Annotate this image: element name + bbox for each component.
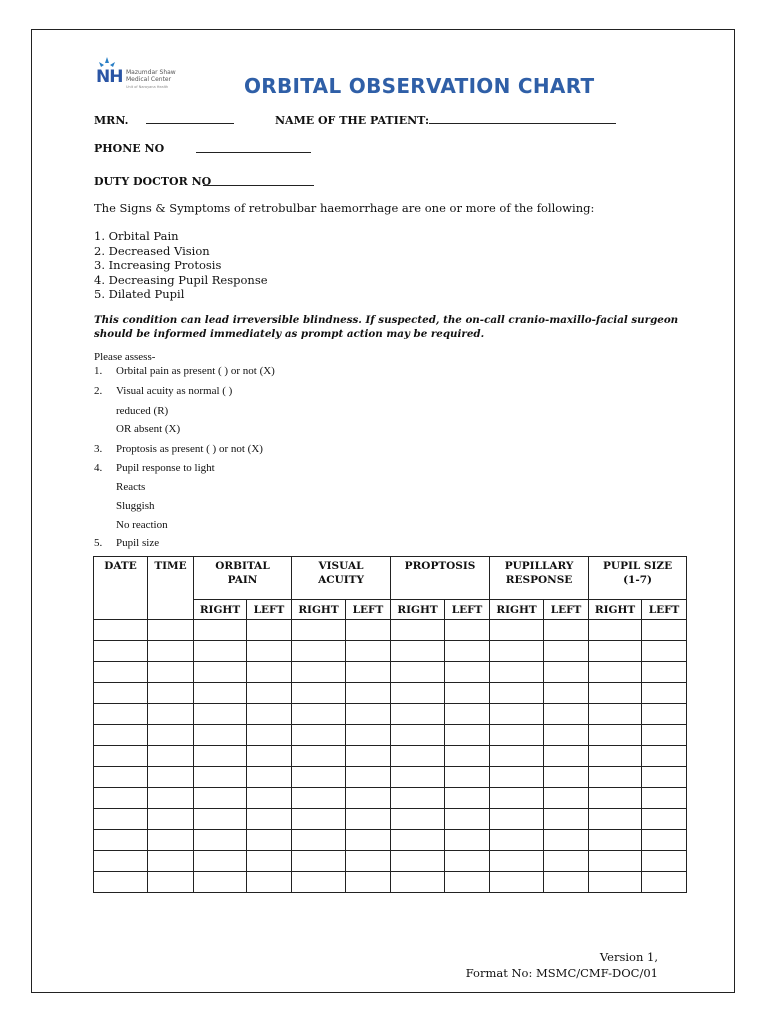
table-cell[interactable]	[445, 851, 490, 872]
patient-name-label: NAME OF THE PATIENT:	[275, 114, 430, 127]
table-cell[interactable]	[292, 725, 346, 746]
table-cell[interactable]	[391, 809, 445, 830]
table-cell[interactable]	[292, 641, 346, 662]
table-cell[interactable]	[589, 725, 642, 746]
table-cell[interactable]	[247, 809, 292, 830]
table-cell[interactable]	[247, 767, 292, 788]
table-cell[interactable]	[642, 683, 687, 704]
assess-heading: Please assess-	[94, 351, 156, 363]
table-cell[interactable]	[194, 767, 247, 788]
table-cell[interactable]	[544, 641, 589, 662]
table-cell[interactable]	[247, 788, 292, 809]
table-row	[94, 746, 687, 767]
table-row	[94, 830, 687, 851]
table-cell[interactable]	[544, 725, 589, 746]
table-cell[interactable]	[490, 788, 544, 809]
table-cell[interactable]	[346, 620, 391, 641]
table-cell[interactable]	[94, 662, 148, 683]
table-cell[interactable]	[292, 704, 346, 725]
format-number: Format No: MSMC/CMF-DOC/01	[465, 966, 658, 980]
patient-name-field[interactable]	[429, 123, 616, 124]
table-cell[interactable]	[194, 662, 247, 683]
table-cell[interactable]	[589, 620, 642, 641]
table-cell[interactable]	[544, 767, 589, 788]
sign-item: 5. Dilated Pupil	[94, 287, 185, 302]
table-cell[interactable]	[391, 620, 445, 641]
sign-item: 3. Increasing Protosis	[94, 258, 222, 273]
table-cell[interactable]	[642, 662, 687, 683]
table-cell[interactable]	[391, 746, 445, 767]
table-cell[interactable]	[642, 788, 687, 809]
table-cell[interactable]	[247, 641, 292, 662]
table-row	[94, 809, 687, 830]
table-cell[interactable]	[391, 662, 445, 683]
table-cell[interactable]	[642, 620, 687, 641]
table-cell[interactable]	[148, 788, 194, 809]
table-cell[interactable]	[391, 830, 445, 851]
table-cell[interactable]	[490, 809, 544, 830]
assess-number: 2.	[94, 385, 103, 397]
table-cell[interactable]	[589, 830, 642, 851]
table-cell[interactable]	[94, 872, 148, 893]
table-cell[interactable]	[490, 872, 544, 893]
table-cell[interactable]	[292, 809, 346, 830]
table-cell[interactable]	[194, 851, 247, 872]
table-cell[interactable]	[544, 830, 589, 851]
table-cell[interactable]	[346, 746, 391, 767]
assess-item: Sluggish	[116, 500, 155, 512]
sign-item: 4. Decreasing Pupil Response	[94, 272, 268, 287]
table-cell[interactable]	[148, 641, 194, 662]
table-cell[interactable]	[544, 620, 589, 641]
table-cell[interactable]	[490, 704, 544, 725]
table-cell[interactable]	[194, 809, 247, 830]
table-cell[interactable]	[247, 746, 292, 767]
table-cell[interactable]	[589, 683, 642, 704]
table-cell[interactable]	[490, 767, 544, 788]
table-cell[interactable]	[391, 872, 445, 893]
left-header: LEFT	[247, 600, 292, 620]
table-cell[interactable]	[247, 872, 292, 893]
table-cell[interactable]	[94, 683, 148, 704]
assess-item: Visual acuity as normal ( )	[116, 385, 233, 397]
table-cell[interactable]	[642, 872, 687, 893]
table-cell[interactable]	[391, 704, 445, 725]
table-cell[interactable]	[94, 788, 148, 809]
table-cell[interactable]	[445, 788, 490, 809]
table-cell[interactable]	[346, 809, 391, 830]
orbital-pain-header: ORBITAL PAIN	[194, 557, 292, 600]
table-cell[interactable]	[490, 830, 544, 851]
table-cell[interactable]	[194, 830, 247, 851]
right-header: RIGHT	[194, 600, 247, 620]
table-cell[interactable]	[292, 851, 346, 872]
sign-item: 2. Decreased Vision	[94, 243, 210, 258]
right-header: RIGHT	[292, 600, 346, 620]
table-cell[interactable]	[148, 620, 194, 641]
assess-number: 5.	[94, 537, 103, 549]
table-cell[interactable]	[445, 872, 490, 893]
table-cell[interactable]	[292, 830, 346, 851]
assess-number: 4.	[94, 462, 103, 474]
table-cell[interactable]	[346, 683, 391, 704]
right-header: RIGHT	[589, 600, 642, 620]
phone-field[interactable]	[196, 152, 311, 153]
table-cell[interactable]	[445, 830, 490, 851]
table-cell[interactable]	[445, 767, 490, 788]
phone-label: PHONE NO	[94, 142, 165, 155]
table-cell[interactable]	[589, 662, 642, 683]
table-cell[interactable]	[445, 620, 490, 641]
table-cell[interactable]	[194, 704, 247, 725]
table-cell[interactable]	[589, 746, 642, 767]
table-row	[94, 704, 687, 725]
table-cell[interactable]	[94, 704, 148, 725]
table-cell[interactable]	[445, 725, 490, 746]
table-cell[interactable]	[292, 788, 346, 809]
table-cell[interactable]	[292, 620, 346, 641]
table-cell[interactable]	[94, 767, 148, 788]
table-cell[interactable]	[94, 809, 148, 830]
table-cell[interactable]	[490, 746, 544, 767]
table-cell[interactable]	[490, 725, 544, 746]
table-cell[interactable]	[194, 788, 247, 809]
table-cell[interactable]	[445, 662, 490, 683]
table-cell[interactable]	[346, 851, 391, 872]
logo-initials: NH	[96, 67, 123, 87]
table-cell[interactable]	[148, 683, 194, 704]
duty-doctor-label: DUTY DOCTOR NO	[94, 175, 212, 188]
table-cell[interactable]	[247, 662, 292, 683]
table-cell[interactable]	[589, 809, 642, 830]
assess-number: 1.	[94, 365, 103, 377]
table-cell[interactable]	[148, 704, 194, 725]
table-cell[interactable]	[445, 683, 490, 704]
table-cell[interactable]	[346, 788, 391, 809]
table-cell[interactable]	[445, 746, 490, 767]
table-cell[interactable]	[346, 641, 391, 662]
assess-item: OR absent (X)	[116, 423, 181, 435]
table-cell[interactable]	[346, 872, 391, 893]
table-cell[interactable]	[94, 851, 148, 872]
table-cell[interactable]	[148, 851, 194, 872]
table-cell[interactable]	[148, 746, 194, 767]
table-cell[interactable]	[490, 851, 544, 872]
table-cell[interactable]	[292, 683, 346, 704]
table-cell[interactable]	[247, 725, 292, 746]
table-cell[interactable]	[490, 620, 544, 641]
table-cell[interactable]	[642, 725, 687, 746]
table-row	[94, 872, 687, 893]
table-cell[interactable]	[194, 746, 247, 767]
proptosis-header: PROPTOSIS	[391, 557, 490, 600]
table-cell[interactable]	[292, 662, 346, 683]
logo	[94, 55, 184, 95]
duty-doctor-field[interactable]	[203, 185, 314, 186]
assess-item: Orbital pain as present ( ) or not (X)	[116, 365, 275, 377]
table-cell[interactable]	[148, 767, 194, 788]
table-cell[interactable]	[247, 683, 292, 704]
warning-text: This condition can lead irreversible blindness. If suspected, the on-call cranio-maxillo-facial surgeon should be informed immediately as prompt action may be required.	[94, 314, 679, 340]
version-text: Version 1,	[599, 950, 658, 964]
table-cell[interactable]	[148, 830, 194, 851]
table-cell[interactable]	[292, 767, 346, 788]
table-cell[interactable]	[589, 788, 642, 809]
table-cell[interactable]	[292, 746, 346, 767]
date-header: DATE	[94, 557, 148, 620]
table-cell[interactable]	[391, 641, 445, 662]
table-cell[interactable]	[247, 704, 292, 725]
table-row	[94, 725, 687, 746]
table-cell[interactable]	[391, 851, 445, 872]
table-cell[interactable]	[94, 830, 148, 851]
time-header: TIME	[148, 557, 194, 620]
table-cell[interactable]	[544, 788, 589, 809]
table-cell[interactable]	[544, 809, 589, 830]
table-row	[94, 851, 687, 872]
assess-item: reduced (R)	[116, 405, 169, 417]
visual-acuity-header: VISUAL ACUITY	[292, 557, 391, 600]
table-cell[interactable]	[148, 809, 194, 830]
table-cell[interactable]	[642, 746, 687, 767]
mrn-field[interactable]	[146, 123, 234, 124]
logo-line-3: Unit of Narayana Health	[126, 85, 169, 89]
table-cell[interactable]	[94, 725, 148, 746]
logo-line-2: Medical Center	[126, 76, 172, 83]
table-cell[interactable]	[194, 725, 247, 746]
table-row	[94, 620, 687, 641]
table-cell[interactable]	[490, 683, 544, 704]
table-cell[interactable]	[94, 620, 148, 641]
table-cell[interactable]	[589, 851, 642, 872]
intro-text: The Signs & Symptoms of retrobulbar haemorrhage are one or more of the following:	[94, 201, 595, 215]
table-cell[interactable]	[94, 746, 148, 767]
left-header: LEFT	[642, 600, 687, 620]
table-cell[interactable]	[642, 704, 687, 725]
table-cell[interactable]	[346, 725, 391, 746]
table-cell[interactable]	[391, 767, 445, 788]
table-row	[94, 683, 687, 704]
table-cell[interactable]	[589, 872, 642, 893]
table-row	[94, 641, 687, 662]
table-cell[interactable]	[490, 662, 544, 683]
table-cell[interactable]	[642, 851, 687, 872]
table-cell[interactable]	[589, 704, 642, 725]
table-cell[interactable]	[194, 872, 247, 893]
table-cell[interactable]	[346, 767, 391, 788]
table-cell[interactable]	[247, 851, 292, 872]
table-cell[interactable]	[391, 683, 445, 704]
table-row	[94, 788, 687, 809]
table-cell[interactable]	[391, 788, 445, 809]
logo-line-1: Mazumdar Shaw	[126, 69, 176, 76]
table-cell[interactable]	[642, 830, 687, 851]
table-cell[interactable]	[544, 746, 589, 767]
table-cell[interactable]	[445, 809, 490, 830]
table-cell[interactable]	[148, 662, 194, 683]
table-cell[interactable]	[642, 767, 687, 788]
table-row	[94, 767, 687, 788]
table-cell[interactable]	[544, 851, 589, 872]
pupil-size-header: PUPIL SIZE (1-7)	[589, 557, 687, 600]
table-cell[interactable]	[642, 809, 687, 830]
table-cell[interactable]	[589, 767, 642, 788]
right-header: RIGHT	[490, 600, 544, 620]
table-cell[interactable]	[148, 725, 194, 746]
table-cell[interactable]	[94, 641, 148, 662]
table-cell[interactable]	[247, 620, 292, 641]
table-cell[interactable]	[642, 641, 687, 662]
assess-item: Proptosis as present ( ) or not (X)	[116, 443, 263, 455]
table-row	[94, 662, 687, 683]
table-cell[interactable]	[346, 830, 391, 851]
assess-item: Pupil response to light	[116, 462, 215, 474]
left-header: LEFT	[544, 600, 589, 620]
table-cell[interactable]	[544, 662, 589, 683]
assess-item: No reaction	[116, 519, 168, 531]
mrn-label: MRN.	[94, 114, 129, 127]
sign-item: 1. Orbital Pain	[94, 229, 179, 243]
page-title: ORBITAL OBSERVATION CHART	[244, 74, 595, 98]
table-cell[interactable]	[194, 620, 247, 641]
table-cell[interactable]	[346, 704, 391, 725]
assess-number: 3.	[94, 443, 103, 455]
observation-table	[93, 556, 687, 893]
table-cell[interactable]	[194, 683, 247, 704]
signs-list	[94, 229, 268, 302]
table-cell[interactable]	[346, 662, 391, 683]
table-cell[interactable]	[391, 725, 445, 746]
assess-item: Reacts	[116, 481, 146, 493]
table-cell[interactable]	[490, 641, 544, 662]
table-body	[94, 620, 687, 893]
table-cell[interactable]	[544, 872, 589, 893]
left-header: LEFT	[346, 600, 391, 620]
table-cell[interactable]	[445, 704, 490, 725]
table-cell[interactable]	[247, 830, 292, 851]
table-cell[interactable]	[544, 704, 589, 725]
table-cell[interactable]	[148, 872, 194, 893]
table-cell[interactable]	[544, 683, 589, 704]
table-cell[interactable]	[445, 641, 490, 662]
table-cell[interactable]	[589, 641, 642, 662]
assess-item: Pupil size	[116, 537, 160, 549]
left-header: LEFT	[445, 600, 490, 620]
table-cell[interactable]	[292, 872, 346, 893]
table-cell[interactable]	[194, 641, 247, 662]
pupillary-response-header: PUPILLARY RESPONSE	[490, 557, 589, 600]
right-header: RIGHT	[391, 600, 445, 620]
